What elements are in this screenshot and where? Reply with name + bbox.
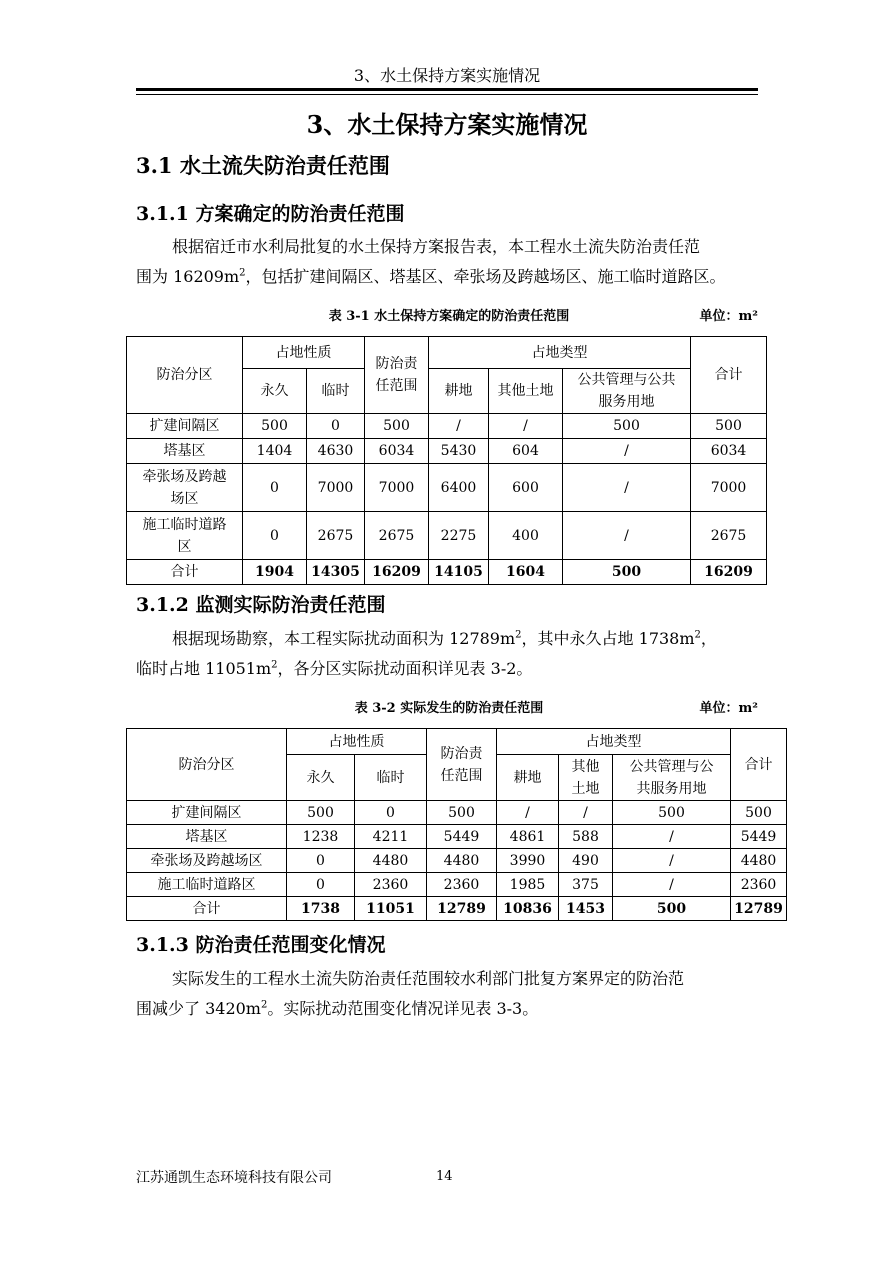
paragraph-line <box>136 654 762 684</box>
cell-other: 588 <box>559 825 613 849</box>
cell-zone <box>127 512 243 560</box>
header-temporary: 临时 <box>355 755 427 801</box>
header-line: 服务用地 <box>598 394 655 410</box>
cell-farmland: 6400 <box>429 464 489 512</box>
table-3-2-caption: 表 3-2 实际发生的防治责任范围 <box>354 701 544 716</box>
section-3-1-1-title: 3.1.1 方案确定的防治责任范围 <box>136 203 405 225</box>
superscript: 2 <box>271 659 278 671</box>
cell-public: / <box>613 825 731 849</box>
paragraph-line <box>136 624 762 654</box>
cell-scope: 2360 <box>427 873 497 897</box>
header-zone: 防治分区 <box>127 337 243 414</box>
cell-permanent: 500 <box>287 801 355 825</box>
paragraph-line: 实际发生的工程水土流失防治责任范围较水利部门批复方案界定的防治范 <box>172 969 685 988</box>
table-3-1-caption-row <box>136 306 762 328</box>
cell-temporary: 0 <box>355 801 427 825</box>
cell-other: / <box>559 801 613 825</box>
header-total: 合计 <box>731 729 787 801</box>
table-3-2 <box>126 728 787 921</box>
cell-total: 5449 <box>731 825 787 849</box>
cell-public: / <box>563 512 691 560</box>
paragraph-line: 根据宿迁市水利局批复的水土保持方案报告表，本工程水土流失防治责任范 <box>172 237 701 256</box>
header-land-nature: 占地性质 <box>287 729 427 755</box>
text-run: ， <box>700 629 717 648</box>
cell-public: 500 <box>563 414 691 439</box>
cell-public: 500 <box>563 560 691 585</box>
cell-scope: 6034 <box>365 439 429 464</box>
zone-line: 牵张场及跨越 <box>142 468 227 485</box>
header-total: 合计 <box>691 337 767 414</box>
table-total-row <box>127 897 787 921</box>
cell-other: 375 <box>559 873 613 897</box>
table-3-2-unit: 单位：m² <box>699 701 758 716</box>
header-line: 任范围 <box>375 378 418 394</box>
cell-total: 500 <box>731 801 787 825</box>
header-land-type: 占地类型 <box>429 337 691 369</box>
header-temporary: 临时 <box>307 369 365 414</box>
cell-other: / <box>489 414 563 439</box>
cell-farmland: / <box>429 414 489 439</box>
cell-farmland: 5430 <box>429 439 489 464</box>
cell-zone: 牵张场及跨越场区 <box>127 849 287 873</box>
cell-permanent: 500 <box>243 414 307 439</box>
cell-other: 1453 <box>559 897 613 921</box>
table-row <box>127 849 787 873</box>
cell-farmland: 14105 <box>429 560 489 585</box>
header-line: 公共管理与公 <box>629 758 714 775</box>
cell-public: / <box>563 439 691 464</box>
cell-total: 6034 <box>691 439 767 464</box>
table-3-2-caption-row <box>136 698 762 720</box>
cell-temporary: 14305 <box>307 560 365 585</box>
cell-scope: 4480 <box>427 849 497 873</box>
text-run: ，其中永久占地 1738m <box>521 629 695 648</box>
superscript: 2 <box>515 629 522 641</box>
cell-total: 4480 <box>731 849 787 873</box>
table-row <box>127 512 767 560</box>
text-run: 围为 16209m <box>136 267 240 286</box>
header-farmland: 耕地 <box>429 369 489 414</box>
header-line: 防治责 <box>440 745 483 762</box>
cell-other: 400 <box>489 512 563 560</box>
cell-permanent: 1738 <box>287 897 355 921</box>
cell-temporary: 4630 <box>307 439 365 464</box>
cell-temporary: 4480 <box>355 849 427 873</box>
header-permanent: 永久 <box>287 755 355 801</box>
cell-other: 490 <box>559 849 613 873</box>
cell-farmland: / <box>497 801 559 825</box>
cell-total: 2675 <box>691 512 767 560</box>
text-run: ，各分区实际扰动面积详见表 3-2。 <box>277 659 533 678</box>
cell-public: 500 <box>613 897 731 921</box>
header-line: 防治责 <box>375 356 418 372</box>
cell-scope: 500 <box>427 801 497 825</box>
cell-temporary: 4211 <box>355 825 427 849</box>
header-other-land <box>559 755 613 801</box>
table-3-1 <box>126 336 767 585</box>
header-public <box>563 369 691 414</box>
cell-permanent: 0 <box>287 849 355 873</box>
header-farmland: 耕地 <box>497 755 559 801</box>
section-3-1-title: 3.1 水土流失防治责任范围 <box>136 153 390 178</box>
header-line: 任范围 <box>440 767 483 784</box>
cell-farmland: 10836 <box>497 897 559 921</box>
cell-zone <box>127 464 243 512</box>
paragraph-line <box>136 262 762 292</box>
cell-scope: 12789 <box>427 897 497 921</box>
paragraph-line <box>136 994 762 1024</box>
table-row <box>127 464 767 512</box>
cell-scope: 16209 <box>365 560 429 585</box>
footer-company: 江苏通凯生态环境科技有限公司 <box>136 1170 332 1186</box>
header-permanent: 永久 <box>243 369 307 414</box>
cell-zone: 扩建间隔区 <box>127 801 287 825</box>
cell-scope: 7000 <box>365 464 429 512</box>
cell-temporary: 0 <box>307 414 365 439</box>
header-public <box>613 755 731 801</box>
cell-temporary: 11051 <box>355 897 427 921</box>
cell-scope: 500 <box>365 414 429 439</box>
cell-farmland: 1985 <box>497 873 559 897</box>
section-3-1-2-title: 3.1.2 监测实际防治责任范围 <box>136 594 386 616</box>
table-row <box>127 439 767 464</box>
cell-permanent: 1904 <box>243 560 307 585</box>
header-zone: 防治分区 <box>127 729 287 801</box>
cell-public: 500 <box>613 801 731 825</box>
cell-public: / <box>613 873 731 897</box>
table-total-row <box>127 560 767 585</box>
text-run: 围减少了 3420m <box>136 999 261 1018</box>
header-land-nature: 占地性质 <box>243 337 365 369</box>
section-3-1-3-title: 3.1.3 防治责任范围变化情况 <box>136 934 386 956</box>
cell-zone: 塔基区 <box>127 825 287 849</box>
paragraph-3-1-3 <box>136 964 762 1024</box>
superscript: 2 <box>260 999 268 1011</box>
cell-temporary: 2675 <box>307 512 365 560</box>
cell-permanent: 1238 <box>287 825 355 849</box>
text-run: 根据现场勘察，本工程实际扰动面积为 12789m <box>172 629 516 648</box>
cell-farmland: 4861 <box>497 825 559 849</box>
zone-line: 施工临时道路 <box>142 516 227 533</box>
zone-line: 场区 <box>170 490 199 507</box>
header-scope <box>365 337 429 414</box>
header-line: 共服务用地 <box>636 780 707 797</box>
cell-scope: 5449 <box>427 825 497 849</box>
cell-zone: 合计 <box>127 560 243 585</box>
header-rule-thick <box>136 88 758 91</box>
header-land-type: 占地类型 <box>497 729 731 755</box>
header-line: 公共管理与公共 <box>577 372 676 388</box>
text-run: 。实际扰动范围变化情况详见表 3-3。 <box>267 999 539 1018</box>
cell-zone: 塔基区 <box>127 439 243 464</box>
cell-permanent: 0 <box>287 873 355 897</box>
table-row <box>127 873 787 897</box>
paragraph-3-1-1 <box>136 232 762 292</box>
header-line: 其他 <box>571 758 600 775</box>
chapter-title: 3、水土保持方案实施情况 <box>306 110 588 139</box>
table-3-1-unit: 单位：m² <box>699 309 758 324</box>
cell-farmland: 2275 <box>429 512 489 560</box>
table-row <box>127 801 787 825</box>
paragraph-3-1-2 <box>136 624 762 684</box>
cell-total: 12789 <box>731 897 787 921</box>
cell-total: 2360 <box>731 873 787 897</box>
superscript: 2 <box>694 629 701 641</box>
cell-other: 604 <box>489 439 563 464</box>
cell-total: 7000 <box>691 464 767 512</box>
cell-total: 16209 <box>691 560 767 585</box>
text-run: 临时占地 11051m <box>136 659 272 678</box>
cell-permanent: 0 <box>243 512 307 560</box>
superscript: 2 <box>239 267 246 279</box>
cell-temporary: 2360 <box>355 873 427 897</box>
table-3-1-caption: 表 3-1 水土保持方案确定的防治责任范围 <box>328 309 570 324</box>
cell-permanent: 0 <box>243 464 307 512</box>
cell-zone: 扩建间隔区 <box>127 414 243 439</box>
cell-public: / <box>613 849 731 873</box>
header-scope <box>427 729 497 801</box>
cell-other: 600 <box>489 464 563 512</box>
header-other-land: 其他土地 <box>489 369 563 414</box>
cell-total: 500 <box>691 414 767 439</box>
table-row <box>127 414 767 439</box>
cell-scope: 2675 <box>365 512 429 560</box>
table-row <box>127 825 787 849</box>
cell-farmland: 3990 <box>497 849 559 873</box>
cell-public: / <box>563 464 691 512</box>
cell-zone: 合计 <box>127 897 287 921</box>
header-line: 土地 <box>571 780 600 797</box>
text-run: ，包括扩建间隔区、塔基区、牵张场及跨越场区、施工临时道路区。 <box>245 267 726 286</box>
zone-line: 区 <box>177 538 192 555</box>
running-header: 3、水土保持方案实施情况 <box>353 66 541 85</box>
page-number: 14 <box>436 1169 453 1184</box>
cell-other: 1604 <box>489 560 563 585</box>
cell-zone: 施工临时道路区 <box>127 873 287 897</box>
header-rule-thin <box>136 94 758 95</box>
cell-permanent: 1404 <box>243 439 307 464</box>
cell-temporary: 7000 <box>307 464 365 512</box>
